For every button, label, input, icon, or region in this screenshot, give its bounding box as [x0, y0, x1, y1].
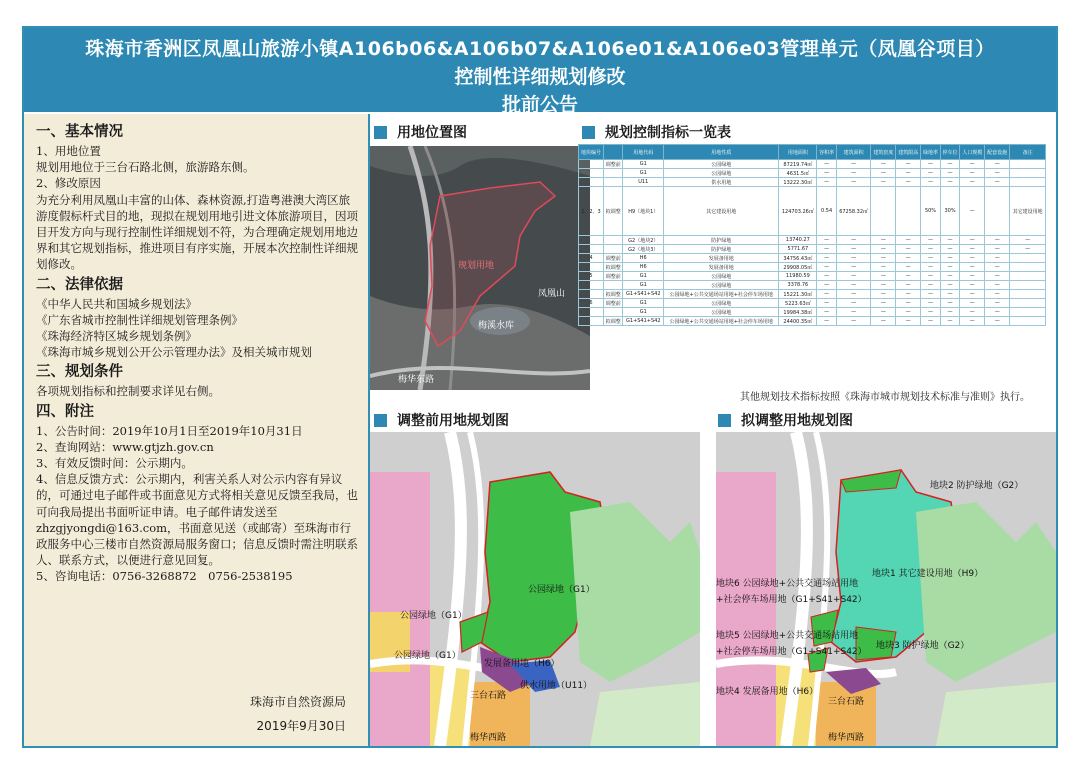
conditions-p1: 各项规划指标和控制要求详见右侧。: [36, 384, 220, 399]
table-header-cell: 建筑面积: [836, 145, 871, 160]
road-label: 梅华东路: [398, 375, 435, 385]
table-row: [579, 169, 1046, 178]
table-cell: 发展备用地: [664, 263, 779, 272]
location-map-title: 用地位置图: [374, 122, 467, 142]
table-cell: [603, 236, 623, 245]
table-cell: —: [921, 169, 941, 178]
table-cell: —: [960, 308, 985, 317]
table-cell: —: [817, 236, 837, 245]
table-cell: —: [940, 308, 960, 317]
table-cell: 公园绿地: [664, 160, 779, 169]
table-cell: —: [921, 272, 941, 281]
table-row: [579, 290, 1046, 299]
table-header-cell: 备注: [1010, 145, 1046, 160]
table-cell: —: [960, 187, 985, 236]
table-cell: [1010, 160, 1046, 169]
block4-label: 地块4 发展备用地（H6）: [716, 687, 819, 697]
table-cell: [579, 317, 604, 326]
table-cell: 67258.32㎡: [836, 187, 871, 236]
index-table-container: [578, 144, 1046, 400]
section-legal-title: 二、法律依据: [36, 276, 123, 293]
table-cell: —: [817, 245, 837, 254]
table-cell: H6: [623, 254, 664, 263]
title-line-2: 控制性详细规划修改: [454, 66, 626, 88]
table-cell: 调整前: [603, 160, 623, 169]
mountain-label: 凤凰山: [538, 289, 566, 299]
table-cell: —: [940, 254, 960, 263]
table-cell: H6: [623, 263, 664, 272]
legal-l1: 《中华人民共和国城乡规划法》: [36, 296, 197, 311]
table-cell: 公园绿地: [664, 308, 779, 317]
table-cell: —: [836, 263, 871, 272]
table-cell: —: [817, 281, 837, 290]
table-cell: 其它建设用地: [1010, 187, 1046, 236]
table-cell: 拟调整: [603, 263, 623, 272]
table-cell: 调整前: [603, 272, 623, 281]
header-banner: [24, 28, 1056, 116]
table-cell: —: [985, 308, 1010, 317]
table-cell: —: [896, 281, 921, 290]
table-cell: 30%: [940, 187, 960, 236]
table-cell: —: [940, 236, 960, 245]
table-cell: [579, 178, 604, 187]
table-cell: —: [940, 272, 960, 281]
table-header-row: [579, 145, 1046, 160]
table-cell: —: [985, 281, 1010, 290]
table-cell: 11980.59: [779, 272, 817, 281]
table-row: [579, 254, 1046, 263]
table-row: [579, 272, 1046, 281]
road-label-3: 梅华西路: [470, 733, 507, 743]
table-cell: —: [817, 178, 837, 187]
table-cell: 防护绿地: [664, 236, 779, 245]
table-header-cell: 建筑密度: [871, 145, 896, 160]
square-bullet-icon: [374, 126, 387, 139]
table-cell: —: [871, 245, 896, 254]
site-label: 规划用地: [458, 261, 495, 271]
table-header-cell: 用地性质: [664, 145, 779, 160]
table-cell: [985, 187, 1010, 236]
table-cell: G1: [623, 299, 664, 308]
table-cell: 124703.26㎡: [779, 187, 817, 236]
table-cell: 1、2、3: [579, 187, 604, 236]
table-cell: 公园绿地: [664, 272, 779, 281]
table-cell: [603, 308, 623, 317]
legal-l3: 《珠海经济特区城乡规划条例》: [36, 329, 197, 344]
table-cell: —: [817, 317, 837, 326]
table-cell: 50%: [921, 187, 941, 236]
table-cell: [579, 169, 604, 178]
table-cell: —: [921, 308, 941, 317]
table-cell: 供水用地: [664, 178, 779, 187]
table-cell: 公园绿地+公共交通场站用地+社会停车场用地: [664, 290, 779, 299]
table-cell: —: [871, 290, 896, 299]
table-cell: —: [960, 160, 985, 169]
table-cell: —: [871, 272, 896, 281]
table-cell: 13740.27: [779, 236, 817, 245]
table-cell: 公园绿地: [664, 169, 779, 178]
title-line-1: 珠海市香洲区凤凰山旅游小镇A106b06&A106b07&A106e01&A106e03管理单元（凤凰谷项目）: [85, 38, 995, 60]
tech-note: 其他规划技术指标按照《珠海市城市规划技术标准与准则》执行。: [740, 392, 1030, 403]
table-cell: 87219.74㎡: [779, 160, 817, 169]
table-cell: —: [896, 254, 921, 263]
table-cell: —: [896, 236, 921, 245]
table-cell: [603, 169, 623, 178]
table-cell: 5: [579, 272, 604, 281]
table-cell: [1010, 263, 1046, 272]
table-cell: —: [871, 160, 896, 169]
table-cell: [579, 245, 604, 254]
table-cell: —: [871, 169, 896, 178]
table-cell: —: [896, 308, 921, 317]
table-cell: —: [921, 245, 941, 254]
table-cell: 19984.38㎡: [779, 308, 817, 317]
table-cell: —: [960, 299, 985, 308]
table-cell: —: [871, 281, 896, 290]
table-cell: G1+S41+S42: [623, 290, 664, 299]
block1-label: 地块1 其它建设用地（H9）: [872, 569, 984, 579]
h6-label: 发展备用地（H6）: [484, 659, 560, 669]
table-cell: —: [836, 299, 871, 308]
table-cell: —: [896, 245, 921, 254]
table-cell: —: [817, 299, 837, 308]
table-cell: —: [960, 272, 985, 281]
table-cell: 13222.30㎡: [779, 178, 817, 187]
table-cell: —: [836, 317, 871, 326]
table-cell: —: [836, 290, 871, 299]
table-row: [579, 281, 1046, 290]
g1-a-label: 公园绿地（G1）: [400, 611, 467, 621]
table-cell: —: [940, 281, 960, 290]
table-cell: [603, 178, 623, 187]
table-header-cell: 绿地率: [921, 145, 941, 160]
table-cell: [871, 187, 896, 236]
table-cell: G2（地块2）: [623, 236, 664, 245]
table-cell: —: [1010, 236, 1046, 245]
table-cell: G1+S41+S42: [623, 317, 664, 326]
table-cell: 0.54: [817, 187, 837, 236]
table-cell: —: [896, 272, 921, 281]
table-cell: —: [960, 245, 985, 254]
table-cell: [1010, 178, 1046, 187]
table-cell: [579, 281, 604, 290]
table-cell: —: [985, 169, 1010, 178]
table-cell: [1010, 254, 1046, 263]
table-cell: G1: [623, 169, 664, 178]
table-cell: G1: [623, 160, 664, 169]
table-cell: 24400.35㎡: [779, 317, 817, 326]
table-cell: —: [960, 169, 985, 178]
table-cell: —: [960, 178, 985, 187]
table-row: [579, 160, 1046, 169]
table-cell: —: [896, 290, 921, 299]
before-map-title: 调整前用地规划图: [374, 410, 509, 430]
table-cell: —: [985, 290, 1010, 299]
table-cell: —: [896, 169, 921, 178]
u11-label: 供水用地（U11）: [520, 681, 593, 691]
title-line-3: 批前公告: [501, 94, 578, 116]
block6-label-b: +社会停车场用地（G1+S41+S42）: [716, 595, 867, 605]
table-cell: 34756.43㎡: [779, 254, 817, 263]
table-cell: —: [985, 317, 1010, 326]
table-cell: —: [940, 290, 960, 299]
table-cell: 3378.76: [779, 281, 817, 290]
table-cell: —: [871, 263, 896, 272]
table-header-cell: 用地面积: [779, 145, 817, 160]
table-cell: —: [940, 317, 960, 326]
table-cell: —: [985, 299, 1010, 308]
table-cell: —: [817, 160, 837, 169]
after-land-use-map: [716, 432, 1056, 746]
square-bullet-icon: [582, 126, 595, 139]
table-cell: H9（地块1）: [623, 187, 664, 236]
table-header-cell: 地块编号: [579, 145, 604, 160]
table-cell: —: [960, 317, 985, 326]
after-map-title: 拟调整用地规划图: [718, 410, 853, 430]
table-body: [579, 160, 1046, 326]
table-cell: [896, 187, 921, 236]
table-cell: —: [940, 160, 960, 169]
table-cell: —: [836, 272, 871, 281]
table-cell: —: [871, 254, 896, 263]
table-cell: —: [836, 178, 871, 187]
road-label-5: 梅华西路: [828, 733, 865, 743]
table-cell: 4: [579, 254, 604, 263]
table-cell: —: [985, 272, 1010, 281]
block3-label: 地块3 防护绿地（G2）: [876, 641, 970, 651]
table-cell: 15221.30㎡: [779, 290, 817, 299]
square-bullet-icon: [718, 414, 731, 427]
legal-l4: 《珠海市城乡规划公开公示管理办法》及相关城市规划: [36, 345, 312, 360]
section-notes-title: 四、附注: [36, 403, 94, 420]
table-cell: 公园绿地: [664, 299, 779, 308]
notice-frame: [22, 26, 1058, 748]
table-header-cell: 用地代码: [623, 145, 664, 160]
table-cell: —: [921, 290, 941, 299]
table-cell: —: [940, 299, 960, 308]
table-cell: —: [896, 299, 921, 308]
table-header-cell: 停车位: [940, 145, 960, 160]
table-cell: 调整前: [603, 299, 623, 308]
road-label-4: 三台石路: [828, 697, 865, 707]
table-cell: U11: [623, 178, 664, 187]
table-cell: —: [960, 254, 985, 263]
table-cell: [1010, 317, 1046, 326]
table-cell: —: [921, 317, 941, 326]
signature: 珠海市自然资源局: [249, 694, 346, 709]
table-cell: 4631.5㎡: [779, 169, 817, 178]
basic-p2: 规划用地位于三台石路北侧，旅游路东侧。: [36, 160, 255, 175]
table-cell: —: [836, 308, 871, 317]
table-cell: —: [960, 281, 985, 290]
table-cell: [579, 236, 604, 245]
table-cell: G1: [623, 308, 664, 317]
table-cell: 拟调整: [603, 317, 623, 326]
location-map: [370, 146, 590, 390]
table-row: [579, 187, 1046, 236]
table-cell: —: [836, 236, 871, 245]
table-cell: —: [960, 263, 985, 272]
road-label-2: 三台石路: [470, 691, 507, 701]
table-header-cell: 建筑限高: [896, 145, 921, 160]
table-cell: —: [871, 317, 896, 326]
table-cell: [1010, 281, 1046, 290]
g1-b-label: 公园绿地（G1）: [394, 651, 461, 661]
table-header-cell: [603, 145, 623, 160]
table-cell: —: [940, 245, 960, 254]
table-cell: [579, 308, 604, 317]
table-header-cell: 容积率: [817, 145, 837, 160]
table-cell: —: [985, 254, 1010, 263]
table-cell: —: [836, 169, 871, 178]
table-cell: 拟调整: [603, 187, 623, 236]
table-cell: —: [940, 178, 960, 187]
table-cell: 其它建设用地: [664, 187, 779, 236]
table-cell: —: [817, 254, 837, 263]
table-cell: G1: [623, 281, 664, 290]
table-cell: 6: [579, 299, 604, 308]
table-cell: —: [896, 160, 921, 169]
table-cell: —: [817, 272, 837, 281]
legal-l2: 《广东省城市控制性详细规划管理条例》: [36, 312, 243, 327]
table-cell: —: [960, 290, 985, 299]
table-cell: —: [921, 254, 941, 263]
basic-p4: 为充分利用凤凰山丰富的山体、森林资源,打造粤港澳大湾区旅游度假标杆式目的地，现拟在规划用地引进文体旅游项目，因项目开发方向与现行控制性详细规划不符，为合理确定规划用地边界和其它规划指标，推进项目有序实施，开展本次控制性详细规划修改。: [36, 192, 358, 272]
g1-big-label: 公园绿地（G1）: [528, 585, 595, 595]
basic-p1: 1、用地位置: [36, 144, 101, 158]
table-cell: 29908.05㎡: [779, 263, 817, 272]
table-cell: —: [836, 160, 871, 169]
index-table-title: 规划控制指标一览表: [582, 122, 731, 142]
table-cell: —: [817, 308, 837, 317]
table-cell: [1010, 299, 1046, 308]
table-cell: —: [817, 290, 837, 299]
table-cell: —: [817, 169, 837, 178]
table-cell: 发展备用地: [664, 254, 779, 263]
table-cell: —: [985, 236, 1010, 245]
block5-label-b: +社会停车场用地（G1+S41+S42）: [716, 647, 867, 657]
table-cell: [579, 263, 604, 272]
square-bullet-icon: [374, 414, 387, 427]
table-cell: [579, 160, 604, 169]
table-cell: [603, 245, 623, 254]
table-cell: —: [1010, 245, 1046, 254]
table-cell: —: [921, 236, 941, 245]
table-cell: [1010, 169, 1046, 178]
table-cell: —: [836, 254, 871, 263]
table-cell: —: [836, 245, 871, 254]
table-cell: 5771.67: [779, 245, 817, 254]
table-row: [579, 178, 1046, 187]
table-cell: —: [896, 263, 921, 272]
notes-p2: 2、查询网站：www.gtjzh.gov.cn: [36, 439, 214, 454]
notes-p3: 3、有效反馈时间：公示期内。: [36, 456, 193, 471]
section-conditions-title: 三、规划条件: [36, 364, 123, 381]
table-cell: —: [871, 178, 896, 187]
block2-label: 地块2 防护绿地（G2）: [930, 481, 1024, 491]
table-header-cell: 人口规模: [960, 145, 985, 160]
table-cell: —: [985, 160, 1010, 169]
table-cell: —: [836, 281, 871, 290]
table-row: [579, 263, 1046, 272]
table-cell: 拟调整: [603, 290, 623, 299]
table-cell: —: [871, 299, 896, 308]
table-cell: —: [940, 263, 960, 272]
table-row: [579, 245, 1046, 254]
table-row: [579, 308, 1046, 317]
block5-label-a: 地块5 公园绿地+公共交通场站用地: [716, 631, 859, 641]
table-cell: 公园绿地+公共交通场站用地+社会停车场用地: [664, 317, 779, 326]
table-cell: —: [921, 178, 941, 187]
table-cell: —: [896, 178, 921, 187]
table-cell: —: [921, 263, 941, 272]
basic-p3: 2、修改原因: [36, 176, 101, 191]
table-row: [579, 317, 1046, 326]
table-cell: —: [921, 160, 941, 169]
notes-p4: 4、信息反馈方式：公示期内，利害关系人对公示内容有异议的，可通过电子邮件或书面意见方式将相关意见反馈至我局，也可向我局提出书面听证申请。电子邮件请发送至zhzgjyongdi@163.com，书面意见送（或邮寄）至珠海市行政服务中心三楼市自然资源局服务窗口；信息反馈时需注明联系人、联系方式，以便进行意见回复。: [36, 472, 358, 568]
table-cell: 调整前: [603, 254, 623, 263]
table-cell: —: [985, 263, 1010, 272]
table-cell: —: [871, 308, 896, 317]
section-basic-title: 一、基本情况: [36, 124, 123, 140]
block6-label-a: 地块6 公园绿地+公共交通场站用地: [716, 579, 859, 589]
table-cell: —: [960, 236, 985, 245]
table-cell: [603, 281, 623, 290]
table-cell: —: [817, 263, 837, 272]
notes-p1: 1、公告时间：2019年10月1日至2019年10月31日: [36, 423, 303, 438]
table-cell: [1010, 272, 1046, 281]
index-table: [578, 144, 1046, 326]
table-cell: G2（地块3）: [623, 245, 664, 254]
table-cell: G1: [623, 272, 664, 281]
table-cell: —: [985, 178, 1010, 187]
left-info-panel: [24, 114, 370, 746]
table-cell: 公园绿地: [664, 281, 779, 290]
before-land-use-map: [370, 432, 700, 746]
table-cell: [579, 290, 604, 299]
table-cell: 5223.63㎡: [779, 299, 817, 308]
table-cell: —: [896, 317, 921, 326]
reservoir-label: 梅溪水库: [478, 321, 515, 331]
table-cell: [1010, 308, 1046, 317]
table-header-cell: 配套设施: [985, 145, 1010, 160]
table-cell: —: [940, 169, 960, 178]
table-row: [579, 236, 1046, 245]
table-cell: —: [921, 281, 941, 290]
table-row: [579, 299, 1046, 308]
table-cell: —: [871, 236, 896, 245]
issue-date: 2019年9月30日: [256, 718, 346, 733]
table-cell: 防护绿地: [664, 245, 779, 254]
table-cell: [1010, 290, 1046, 299]
table-cell: —: [985, 245, 1010, 254]
notes-p5: 5、咨询电话：0756-3268872 0756-2538195: [36, 569, 293, 584]
table-cell: —: [921, 299, 941, 308]
